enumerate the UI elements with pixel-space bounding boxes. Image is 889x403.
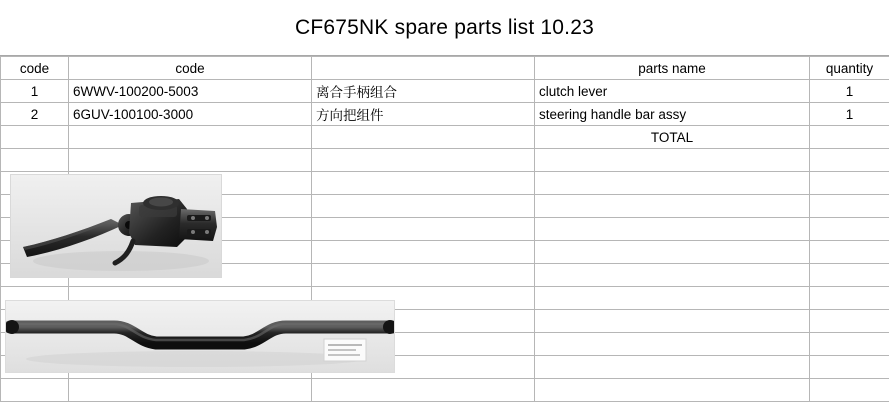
empty-cell — [810, 379, 889, 402]
cell-part-number: 6GUV-100100-3000 — [69, 103, 312, 126]
empty-cell — [535, 195, 810, 218]
cell-part-number: 6WWV-100200-5003 — [69, 80, 312, 103]
empty-cell — [810, 356, 889, 379]
table-row[interactable] — [1, 80, 889, 103]
empty-cell — [535, 218, 810, 241]
empty-cell — [810, 218, 889, 241]
total-label: TOTAL — [535, 126, 810, 149]
empty-cell — [535, 310, 810, 333]
table-row[interactable] — [1, 103, 889, 126]
header-quantity: quantity — [810, 57, 889, 80]
document-title-row — [0, 0, 889, 56]
empty-cell — [810, 310, 889, 333]
empty-cell — [535, 172, 810, 195]
clutch-lever-photo[interactable] — [10, 174, 222, 278]
header-parts-name: parts name — [535, 57, 810, 80]
empty-cell — [810, 264, 889, 287]
empty-cell — [1, 379, 69, 402]
empty-cell — [312, 218, 535, 241]
empty-cell — [312, 241, 535, 264]
page-title: CF675NK spare parts list 10.23 — [295, 15, 594, 39]
cell-quantity: 1 — [810, 80, 889, 103]
empty-cell — [1, 149, 69, 172]
empty-cell — [312, 264, 535, 287]
total-value — [810, 126, 889, 149]
empty-cell — [810, 195, 889, 218]
empty-cell — [810, 241, 889, 264]
empty-cell — [535, 149, 810, 172]
total-spacer-code — [69, 126, 312, 149]
empty-cell — [69, 149, 312, 172]
table-empty-row[interactable] — [1, 149, 889, 172]
header-code-left: code — [1, 57, 69, 80]
header-spacer — [312, 57, 535, 80]
empty-cell — [810, 172, 889, 195]
empty-cell — [312, 172, 535, 195]
header-code-main: code — [69, 57, 312, 80]
empty-cell — [535, 264, 810, 287]
cell-name-cn: 方向把组件 — [312, 103, 535, 126]
empty-cell — [535, 287, 810, 310]
total-spacer-cn — [312, 126, 535, 149]
empty-cell — [312, 379, 535, 402]
cell-quantity: 1 — [810, 103, 889, 126]
cell-name-cn: 离合手柄组合 — [312, 80, 535, 103]
table-total-row — [1, 126, 889, 149]
total-spacer-left — [1, 126, 69, 149]
empty-cell — [69, 379, 312, 402]
empty-cell — [535, 333, 810, 356]
handlebar-photo[interactable] — [5, 300, 395, 373]
empty-cell — [312, 195, 535, 218]
cell-code: 1 — [1, 80, 69, 103]
table-header-row — [1, 57, 889, 80]
empty-cell — [535, 379, 810, 402]
cell-code: 2 — [1, 103, 69, 126]
empty-cell — [810, 333, 889, 356]
empty-cell — [535, 241, 810, 264]
empty-cell — [810, 149, 889, 172]
empty-cell — [312, 149, 535, 172]
table-empty-row[interactable] — [1, 379, 889, 402]
cell-name-en: clutch lever — [535, 80, 810, 103]
empty-cell — [810, 287, 889, 310]
empty-cell — [535, 356, 810, 379]
cell-name-en: steering handle bar assy — [535, 103, 810, 126]
